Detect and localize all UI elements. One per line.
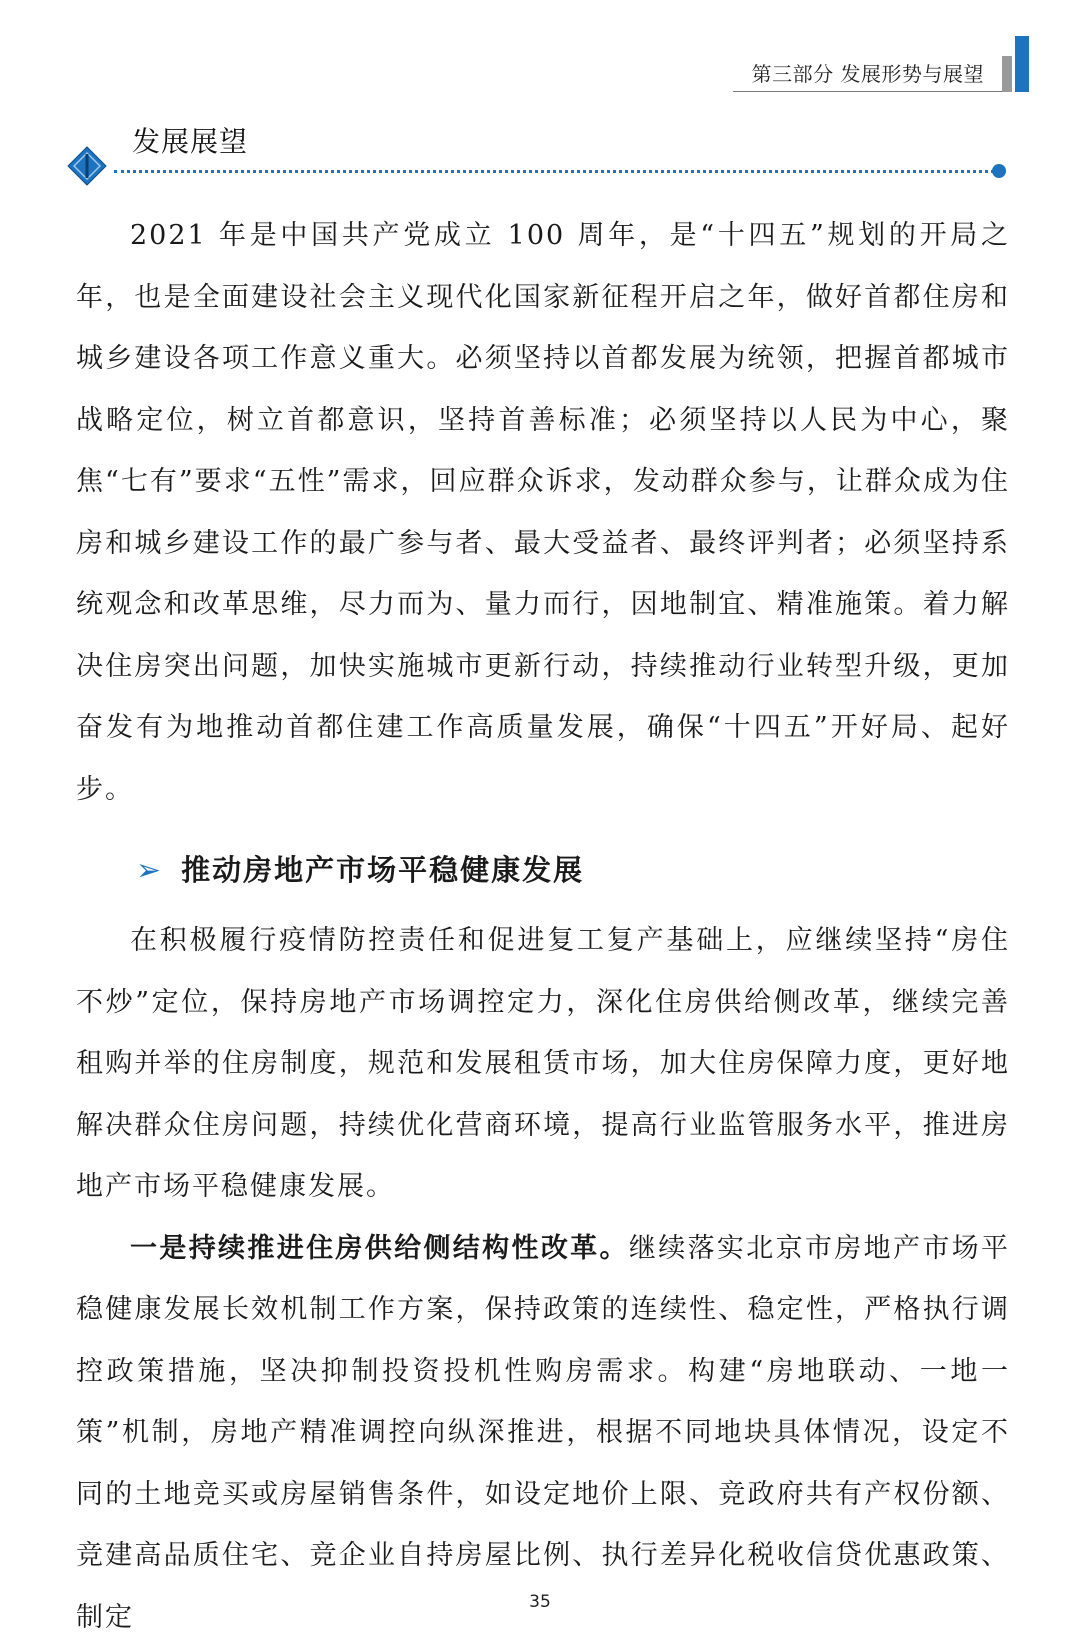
subheading xyxy=(76,840,1010,902)
paragraph-real-estate: 在积极履行疫情防控责任和促进复工复产基础上，应继续坚持“房住不炒”定位，保持房地产市场调控定力，深化住房供给侧改革，继续完善租购并举的住房制度，规范和发展租赁市场，加大住房保障力度，更好地解决群众住房问题，持续优化营商环境，提高行业监管服务水平，推进房地产市场平稳健康发展。 xyxy=(76,910,1010,1218)
arrow-right-icon: ➢ xyxy=(136,840,163,902)
header-rule xyxy=(733,91,1003,92)
paragraph-supply-reform xyxy=(76,1218,1010,1648)
section-title: 发展展望 xyxy=(132,120,248,160)
header-accent-bar-gray xyxy=(1002,56,1012,92)
paragraph-intro: 2021 年是中国共产党成立 100 周年，是“十四五”规划的开局之年，也是全面建设社会主义现代化国家新征程开启之年，做好首都住房和城乡建设各项工作意义重大。必须坚持以首都发展为统领，把握首都城市战略定位，树立首都意识，坚持首善标准；必须坚持以人民为中心，聚焦“七有”要求“五性”需求，回应群众诉求，发动群众参与，让群众成为住房和城乡建设工作的最广参与者、最大受益者、最终评判者；必须坚持系统观念和改革思维，尽力而为、量力而行，因地制宜、精准施策。着力解决住房突出问题，加快实施城市更新行动，持续推动行业转型升级，更加奋发有为地推动首都住建工作高质量发展，确保“十四五”开好局、起好步。 xyxy=(76,205,1010,820)
subheading-label: 推动房地产市场平稳健康发展 xyxy=(181,840,584,902)
page-number: 35 xyxy=(0,1592,1080,1612)
paragraph-body: 继续落实北京市房地产市场平稳健康发展长效机制工作方案，保持政策的连续性、稳定性，严格执行调控政策措施，坚决抑制投资投机性购房需求。构建“房地联动、一地一策”机制，房地产精准调控向纵深推进，根据不同地块具体情况，设定不同的土地竞买或房屋销售条件，如设定地价上限、竞政府共有产权份额、竞建高品质住宅、竞企业自持房屋比例、执行差异化税收信贷优惠政策、制定 xyxy=(76,1233,1010,1633)
header-accent-bar-blue xyxy=(1015,36,1029,92)
diamond-icon xyxy=(67,146,107,186)
divider-end-dot xyxy=(992,164,1006,178)
paragraph-lead: 一是持续推进住房供给侧结构性改革。 xyxy=(130,1233,629,1264)
running-header: 第三部分 发展形势与展望 xyxy=(752,58,984,87)
section-divider xyxy=(114,170,994,173)
body-text xyxy=(76,205,1010,1648)
